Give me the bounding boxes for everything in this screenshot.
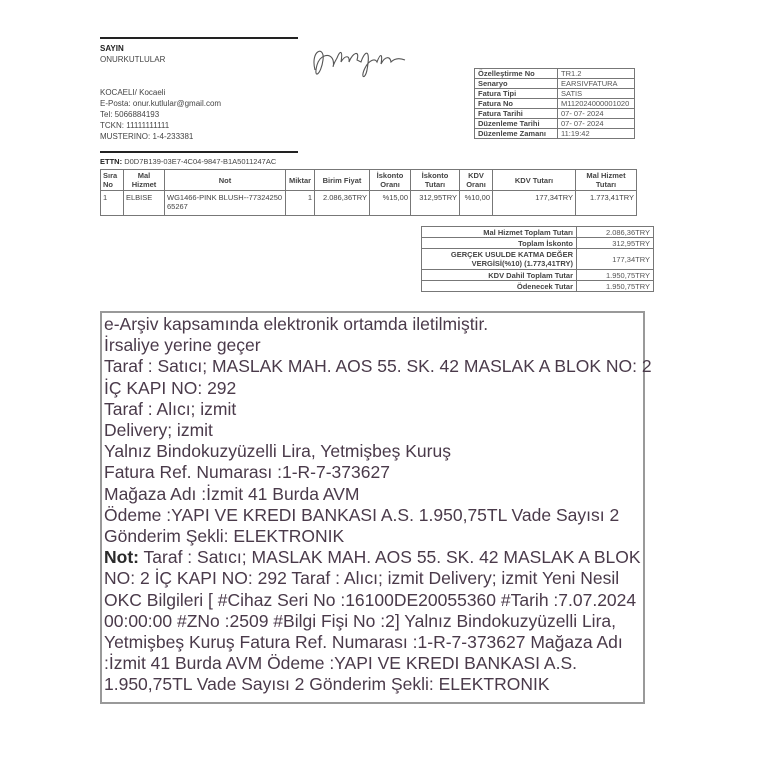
totals-table bbox=[421, 226, 654, 292]
meta-row bbox=[475, 99, 635, 109]
totals-value: 312,95TRY bbox=[577, 238, 654, 249]
totals-key: Toplam İskonto bbox=[422, 238, 577, 249]
customer-tckn: TCKN: 11111111111 bbox=[100, 121, 170, 130]
cell-birim-fiyat: 2.086,36TRY bbox=[315, 191, 370, 216]
meta-row bbox=[475, 69, 635, 79]
cell-kdv-orani: %10,00 bbox=[460, 191, 493, 216]
ettn bbox=[100, 157, 276, 166]
meta-key: Senaryo bbox=[475, 79, 558, 89]
cell-sira-no: 1 bbox=[101, 191, 124, 216]
totals-row bbox=[422, 249, 654, 270]
header-iskonto-orani: İskonto Oranı bbox=[370, 170, 411, 191]
totals-row bbox=[422, 281, 654, 292]
customer-phone: Tel: 5066884193 bbox=[100, 110, 160, 119]
bottom-divider bbox=[100, 151, 298, 153]
totals-value: 2.086,36TRY bbox=[577, 227, 654, 238]
meta-key: Düzenleme Tarihi bbox=[475, 119, 558, 129]
meta-key: Fatura No bbox=[475, 99, 558, 109]
totals-row bbox=[422, 270, 654, 281]
meta-value: 07- 07- 2024 bbox=[558, 109, 635, 119]
meta-key: Özelleştirme No bbox=[475, 69, 558, 79]
notes-box bbox=[100, 311, 652, 704]
meta-value: EARSIVFATURA bbox=[558, 79, 635, 89]
top-divider bbox=[100, 37, 298, 39]
totals-value: 1.950,75TRY bbox=[577, 270, 654, 281]
ettn-value: D0D7B139-03E7-4C04-9847-B1A5011247AC bbox=[124, 157, 277, 166]
note-line: Yalnız Bindokuzyüzelli Lira, Yetmişbeş Kuruş bbox=[104, 441, 451, 462]
totals-value: 1.950,75TRY bbox=[577, 281, 654, 292]
header-sira-no: Sıra No bbox=[101, 170, 124, 191]
totals-row bbox=[422, 227, 654, 238]
ettn-label: ETTN: bbox=[100, 157, 123, 166]
invoice-meta-table bbox=[474, 68, 635, 139]
not-text-line: :İzmit 41 Burda AVM Ödeme :YAPI VE KREDI BANKASI A.S. bbox=[104, 653, 578, 674]
customer-email: E-Posta: onur.kutlular@gmail.com bbox=[100, 99, 222, 108]
meta-value: 07- 07- 2024 bbox=[558, 119, 635, 129]
meta-row bbox=[475, 79, 635, 89]
meta-key: Fatura Tarihi bbox=[475, 109, 558, 119]
note-line: Fatura Ref. Numarası :1-R-7-373627 bbox=[104, 462, 390, 483]
not-label: Not: bbox=[104, 547, 139, 568]
header-not: Not bbox=[165, 170, 286, 191]
totals-key: GERÇEK USULDE KATMA DEĞER VERGİSİ(%10) (1.773,41TRY) bbox=[422, 249, 577, 270]
header-miktar: Miktar bbox=[286, 170, 315, 191]
header-mal-hizmet-tutari: Mal Hizmet Tutarı bbox=[576, 170, 637, 191]
cell-miktar: 1 bbox=[286, 191, 315, 216]
header-birim-fiyat: Birim Fiyat bbox=[315, 170, 370, 191]
note-line: Delivery; izmit bbox=[104, 420, 213, 441]
totals-key: Ödenecek Tutar bbox=[422, 281, 577, 292]
cell-iskonto-orani: %15,00 bbox=[370, 191, 411, 216]
meta-row bbox=[475, 89, 635, 99]
note-line: Taraf : Alıcı; izmit bbox=[104, 398, 237, 419]
salutation: SAYIN bbox=[100, 44, 124, 53]
meta-value: M112024000001020 bbox=[558, 99, 635, 109]
customer-city: KOCAELI/ Kocaeli bbox=[100, 88, 166, 97]
meta-value: SATIS bbox=[558, 89, 635, 99]
meta-row bbox=[475, 129, 635, 139]
not-paragraph bbox=[104, 547, 641, 568]
note-line: İrsaliye yerine geçer bbox=[104, 335, 261, 356]
totals-row bbox=[422, 238, 654, 249]
signature-image bbox=[305, 40, 415, 85]
meta-key: Fatura Tipi bbox=[475, 89, 558, 99]
meta-row bbox=[475, 109, 635, 119]
not-text-line: 1.950,75TL Vade Sayısı 2 Gönderim Şekli: ELEKTRONIK bbox=[104, 674, 550, 695]
note-line: Ödeme :YAPI VE KREDI BANKASI A.S. 1.950,75TL Vade Sayısı 2 bbox=[104, 504, 620, 525]
note-line: Taraf : Satıcı; MASLAK MAH. AOS 55. SK. 42 MASLAK A BLOK NO: 2 bbox=[104, 356, 652, 377]
not-text-line: OKC Bilgileri [ #Cihaz Seri No :16100DE20055360 #Tarih :7.07.2024 bbox=[104, 589, 637, 610]
cell-mal-hizmet-tutari: 1.773,41TRY bbox=[576, 191, 637, 216]
not-text-line: 00:00:00 #ZNo :2509 #Bilgi Fişi No :2] Yalnız Bindokuzyüzelli Lira, bbox=[104, 610, 616, 631]
meta-value: 11:19:42 bbox=[558, 129, 635, 139]
customer-number: MUSTERINO: 1-4-233381 bbox=[100, 132, 194, 141]
header-kdv-orani: KDV Oranı bbox=[460, 170, 493, 191]
cell-mal-hizmet: ELBISE bbox=[124, 191, 165, 216]
totals-key: Mal Hizmet Toplam Tutarı bbox=[422, 227, 577, 238]
not-text-line: Yetmişbeş Kuruş Fatura Ref. Numarası :1-R-7-373627 Mağaza Adı bbox=[104, 632, 623, 653]
note-line: Mağaza Adı :İzmit 41 Burda AVM bbox=[104, 483, 360, 504]
totals-key: KDV Dahil Toplam Tutar bbox=[422, 270, 577, 281]
meta-value: TR1.2 bbox=[558, 69, 635, 79]
header-iskonto-tutari: İskonto Tutarı bbox=[411, 170, 460, 191]
meta-row bbox=[475, 119, 635, 129]
header-kdv-tutari: KDV Tutarı bbox=[493, 170, 576, 191]
cell-kdv-tutari: 177,34TRY bbox=[493, 191, 576, 216]
header-mal-hizmet: Mal Hizmet bbox=[124, 170, 165, 191]
note-line: e-Arşiv kapsamında elektronik ortamda iletilmiştir. bbox=[104, 314, 489, 334]
items-table bbox=[100, 169, 637, 216]
note-line: Gönderim Şekli: ELEKTRONIK bbox=[104, 526, 345, 547]
totals-value: 177,34TRY bbox=[577, 249, 654, 270]
note-line: İÇ KAPI NO: 292 bbox=[104, 377, 237, 398]
not-text-line: NO: 2 İÇ KAPI NO: 292 Taraf : Alıcı; izmit Delivery; izmit Yeni Nesil bbox=[104, 568, 620, 589]
customer-name: ONURKUTLULAR bbox=[100, 55, 166, 64]
not-text-line: Taraf : Satıcı; MASLAK MAH. AOS 55. SK. 42 MASLAK A BLOK bbox=[138, 547, 641, 568]
cell-not: WG1466-PINK BLUSH--7732425065267 bbox=[165, 191, 286, 216]
cell-iskonto-tutari: 312,95TRY bbox=[411, 191, 460, 216]
table-row bbox=[101, 191, 637, 216]
meta-key: Düzenleme Zamanı bbox=[475, 129, 558, 139]
customer-block bbox=[100, 43, 221, 142]
items-header-row bbox=[101, 170, 637, 191]
